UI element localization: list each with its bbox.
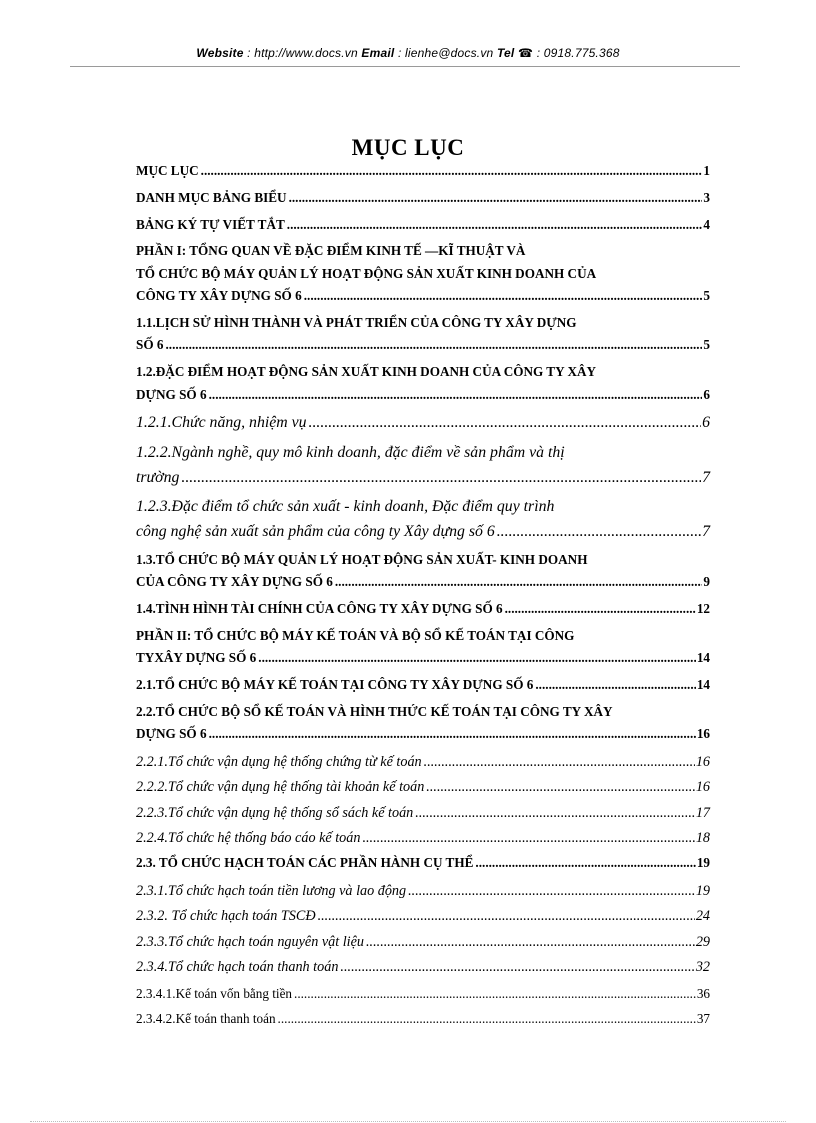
website-value[interactable]: : http://www.docs.vn bbox=[247, 46, 358, 60]
toc-leader-dots bbox=[294, 981, 696, 1006]
toc-entry-line bbox=[136, 981, 710, 1006]
toc-leader-dots bbox=[424, 750, 695, 775]
toc-entry[interactable] bbox=[136, 549, 710, 594]
toc-page-number: 37 bbox=[696, 1011, 710, 1027]
footer-divider bbox=[30, 1121, 786, 1122]
toc-entry-line bbox=[136, 625, 710, 647]
toc-page-number: 3 bbox=[703, 189, 710, 205]
toc-entry-line bbox=[136, 904, 710, 929]
toc-entry-line bbox=[136, 775, 710, 800]
toc-entry-line bbox=[136, 440, 710, 465]
toc-page-number: 5 bbox=[703, 288, 710, 304]
toc-entry[interactable] bbox=[136, 801, 710, 826]
toc-entry-title: 2.1.TỔ CHỨC BỘ MÁY KẾ TOÁN TẠI CÔNG TY XÂY DỰNG SỐ 6 bbox=[136, 676, 534, 692]
toc-entry-title: CỦA CÔNG TY XÂY DỰNG SỐ 6 bbox=[136, 573, 333, 589]
toc-entry-line bbox=[136, 930, 710, 955]
toc-entry-line bbox=[136, 801, 710, 826]
toc-entry-title: DỰNG SỐ 6 bbox=[136, 725, 207, 741]
toc-entry-line bbox=[136, 494, 710, 519]
toc-entry-title: 1.2.2.Ngành nghề, quy mô kinh doanh, đặc điểm về sản phẩm và thị bbox=[136, 443, 565, 461]
toc-page-number: 5 bbox=[703, 337, 710, 353]
toc-leader-dots bbox=[289, 187, 703, 209]
toc-entry-line bbox=[136, 879, 710, 904]
toc-entry-title: 2.2.2.Tổ chức vận dụng hệ thống tài khoản kế toán bbox=[136, 779, 425, 796]
tel-label: Tel bbox=[496, 46, 515, 60]
toc-entry-line bbox=[136, 826, 710, 851]
toc-entry[interactable] bbox=[136, 701, 710, 746]
toc-entry-line bbox=[136, 571, 710, 593]
toc-leader-dots bbox=[304, 285, 703, 307]
website-label: Website bbox=[196, 46, 244, 60]
toc-leader-dots bbox=[497, 519, 701, 544]
toc-entry-title: DỰNG SỐ 6 bbox=[136, 386, 207, 402]
toc-entry-title: 2.3.4.1.Kế toán vốn bằng tiền bbox=[136, 985, 293, 1001]
toc-page-number: 32 bbox=[695, 959, 710, 976]
toc-entry-title: PHẦN I: TỔNG QUAN VỀ ĐẶC ĐIỂM KINH TẾ —KĨ THUẬT VÀ bbox=[136, 243, 526, 259]
toc-entry[interactable] bbox=[136, 494, 710, 544]
toc-entry-line bbox=[136, 160, 710, 182]
toc-entry-title: 2.2.TỔ CHỨC BỘ SỔ KẾ TOÁN VÀ HÌNH THỨC KẾ TOÁN TẠI CÔNG TY XÂY bbox=[136, 703, 613, 719]
email-value[interactable]: : lienhe@docs.vn bbox=[397, 46, 494, 60]
toc-entry-line bbox=[136, 361, 710, 383]
toc-entry-title: PHẦN II: TỔ CHỨC BỘ MÁY KẾ TOÁN VÀ BỘ SỔ KẾ TOÁN TẠI CÔNG bbox=[136, 627, 575, 643]
toc-page-number: 14 bbox=[696, 676, 710, 692]
toc-entry-line bbox=[136, 750, 710, 775]
toc-entry-title: 1.2.3.Đặc điểm tổ chức sản xuất - kinh doanh, Đặc điểm quy trình bbox=[136, 498, 555, 516]
toc-entry-title: CÔNG TY XÂY DỰNG SỐ 6 bbox=[136, 288, 302, 304]
toc-entry-title: 2.3.2. Tổ chức hạch toán TSCĐ bbox=[136, 908, 316, 925]
toc-entry-title: 2.3. TỔ CHỨC HẠCH TOÁN CÁC PHẦN HÀNH CỤ THỂ bbox=[136, 854, 474, 870]
toc-entry[interactable] bbox=[136, 312, 710, 357]
toc-entry-title: 1.4.TÌNH HÌNH TÀI CHÍNH CỦA CÔNG TY XÂY DỰNG SỐ 6 bbox=[136, 600, 503, 616]
toc-entry-title: 2.3.1.Tổ chức hạch toán tiền lương và lao động bbox=[136, 882, 407, 899]
toc-page-number: 19 bbox=[696, 854, 710, 870]
toc-entry-line bbox=[136, 701, 710, 723]
toc-leader-dots bbox=[426, 775, 695, 800]
toc-entry-line bbox=[136, 312, 710, 334]
toc-entry[interactable] bbox=[136, 1006, 710, 1031]
toc-entry-title: 2.3.4.2.Kế toán thanh toán bbox=[136, 1011, 276, 1027]
toc-leader-dots bbox=[309, 410, 702, 435]
toc-entry-title: TỔ CHỨC BỘ MÁY QUẢN LÝ HOẠT ĐỘNG SẢN XUẤT KINH DOANH CỦA bbox=[136, 265, 597, 281]
toc-entry-title: DANH MỤC BẢNG BIỂU bbox=[136, 189, 287, 205]
email-label: Email bbox=[361, 46, 395, 60]
toc-entry-line bbox=[136, 465, 710, 490]
toc-page-number: 18 bbox=[695, 830, 710, 847]
toc-entry[interactable] bbox=[136, 775, 710, 800]
page-header bbox=[0, 46, 816, 60]
toc-leader-dots bbox=[340, 955, 694, 980]
toc-entry-title: MỤC LỤC bbox=[136, 163, 199, 178]
toc-leader-dots bbox=[287, 214, 703, 236]
toc-page-number: 16 bbox=[695, 753, 710, 770]
toc-page-number: 17 bbox=[695, 804, 710, 821]
toc-leader-dots bbox=[535, 674, 695, 696]
toc-entry-title: 2.3.4.Tổ chức hạch toán thanh toán bbox=[136, 959, 339, 976]
toc-leader-dots bbox=[201, 160, 703, 182]
toc-entry[interactable] bbox=[136, 750, 710, 775]
toc-entry-title: 2.3.3.Tổ chức hạch toán nguyên vật liệu bbox=[136, 933, 364, 950]
toc-page-number: 29 bbox=[695, 933, 710, 950]
toc-entry-title: 2.2.3.Tổ chức vận dụng hệ thống sổ sách kế toán bbox=[136, 804, 414, 821]
toc-page-number: 7 bbox=[702, 468, 710, 486]
toc-leader-dots bbox=[415, 801, 695, 826]
toc-page-number: 9 bbox=[703, 573, 710, 589]
tel-value: : 0918.775.368 bbox=[536, 46, 620, 60]
toc-entry-line bbox=[136, 674, 710, 696]
toc-entry[interactable] bbox=[136, 904, 710, 929]
toc-leader-dots bbox=[209, 723, 696, 745]
toc-entry-line bbox=[136, 647, 710, 669]
toc-entry[interactable] bbox=[136, 410, 710, 435]
toc-entry-title: trường bbox=[136, 468, 180, 486]
toc-entry-title: 1.1.LỊCH SỬ HÌNH THÀNH VÀ PHÁT TRIỂN CỦA CÔNG TY XÂY DỰNG bbox=[136, 315, 577, 330]
toc-page-number: 14 bbox=[696, 649, 710, 665]
toc-entry-line bbox=[136, 214, 710, 236]
toc-leader-dots bbox=[278, 1006, 696, 1031]
toc-page-number: 12 bbox=[696, 600, 710, 616]
toc-page-number: 19 bbox=[695, 882, 710, 899]
toc-page-number: 36 bbox=[696, 985, 710, 1001]
toc-entry-line bbox=[136, 598, 710, 620]
toc-entry-line bbox=[136, 723, 710, 745]
toc-entry-title: 2.2.1.Tổ chức vận dụng hệ thống chứng từ kế toán bbox=[136, 753, 422, 770]
toc-entry-title: công nghệ sản xuất sản phẩm của công ty Xây dựng số 6 bbox=[136, 523, 495, 541]
toc-leader-dots bbox=[362, 826, 694, 851]
toc-entry-line bbox=[136, 519, 710, 544]
toc-entry[interactable] bbox=[136, 955, 710, 980]
toc-page-number: 6 bbox=[703, 386, 710, 402]
toc-entry-line bbox=[136, 240, 710, 262]
toc-leader-dots bbox=[335, 571, 703, 593]
toc-entry-line bbox=[136, 549, 710, 571]
toc-entry[interactable] bbox=[136, 598, 710, 620]
toc-leader-dots bbox=[366, 930, 695, 955]
toc-leader-dots bbox=[408, 879, 695, 904]
toc-entry[interactable] bbox=[136, 852, 710, 874]
header-divider bbox=[70, 66, 740, 67]
toc-entry[interactable] bbox=[136, 930, 710, 955]
toc-entry-title: 2.2.4.Tổ chức hệ thống báo cáo kế toán bbox=[136, 830, 361, 847]
toc-leader-dots bbox=[505, 598, 696, 620]
toc-page-number: 16 bbox=[696, 725, 710, 741]
phone-icon: ☎ bbox=[518, 46, 534, 60]
toc-entry[interactable] bbox=[136, 187, 710, 209]
toc-entry[interactable] bbox=[136, 879, 710, 904]
toc-leader-dots bbox=[181, 465, 701, 490]
toc-entry-line bbox=[136, 384, 710, 406]
toc-entry-line bbox=[136, 334, 710, 356]
toc-page-number: 24 bbox=[695, 908, 710, 925]
toc-leader-dots bbox=[258, 647, 696, 669]
toc-leader-dots bbox=[165, 334, 702, 356]
toc-entry-line bbox=[136, 955, 710, 980]
toc-entry[interactable] bbox=[136, 361, 710, 406]
page-title: MỤC LỤC bbox=[351, 135, 465, 160]
toc-entry[interactable] bbox=[136, 625, 710, 670]
toc-leader-dots bbox=[475, 852, 695, 874]
toc-page-number: 4 bbox=[703, 216, 710, 232]
toc-page-number: 1 bbox=[703, 163, 710, 178]
toc-page-number: 16 bbox=[695, 779, 710, 796]
toc-entry[interactable] bbox=[136, 674, 710, 696]
toc-entry-title: BẢNG KÝ TỰ VIẾT TẮT bbox=[136, 216, 285, 232]
toc-entry-line bbox=[136, 263, 710, 285]
toc-entry-line bbox=[136, 410, 710, 435]
toc-page-number: 7 bbox=[702, 523, 710, 541]
toc-page-number: 6 bbox=[702, 414, 710, 432]
toc-entry[interactable] bbox=[136, 240, 710, 307]
toc-entry[interactable] bbox=[136, 214, 710, 236]
toc-entry-title: 1.3.TỔ CHỨC BỘ MÁY QUẢN LÝ HOẠT ĐỘNG SẢN XUẤT- KINH DOANH bbox=[136, 551, 588, 567]
toc-entry[interactable] bbox=[136, 440, 710, 490]
toc-entry-line bbox=[136, 187, 710, 209]
toc-entry-line bbox=[136, 852, 710, 874]
toc-entry-line bbox=[136, 285, 710, 307]
toc-entry[interactable] bbox=[136, 160, 710, 182]
toc-leader-dots bbox=[318, 904, 695, 929]
table-of-contents bbox=[136, 160, 710, 1032]
toc-leader-dots bbox=[209, 384, 703, 406]
toc-entry-title: TYXÂY DỰNG SỐ 6 bbox=[136, 649, 257, 665]
toc-entry-title: SỐ 6 bbox=[136, 337, 164, 353]
toc-entry-title: 1.2.ĐẶC ĐIỂM HOẠT ĐỘNG SẢN XUẤT KINH DOANH CỦA CÔNG TY XÂY bbox=[136, 364, 597, 380]
toc-entry[interactable] bbox=[136, 826, 710, 851]
toc-entry[interactable] bbox=[136, 981, 710, 1006]
toc-entry-line bbox=[136, 1006, 710, 1031]
toc-entry-title: 1.2.1.Chức năng, nhiệm vụ bbox=[136, 414, 307, 432]
